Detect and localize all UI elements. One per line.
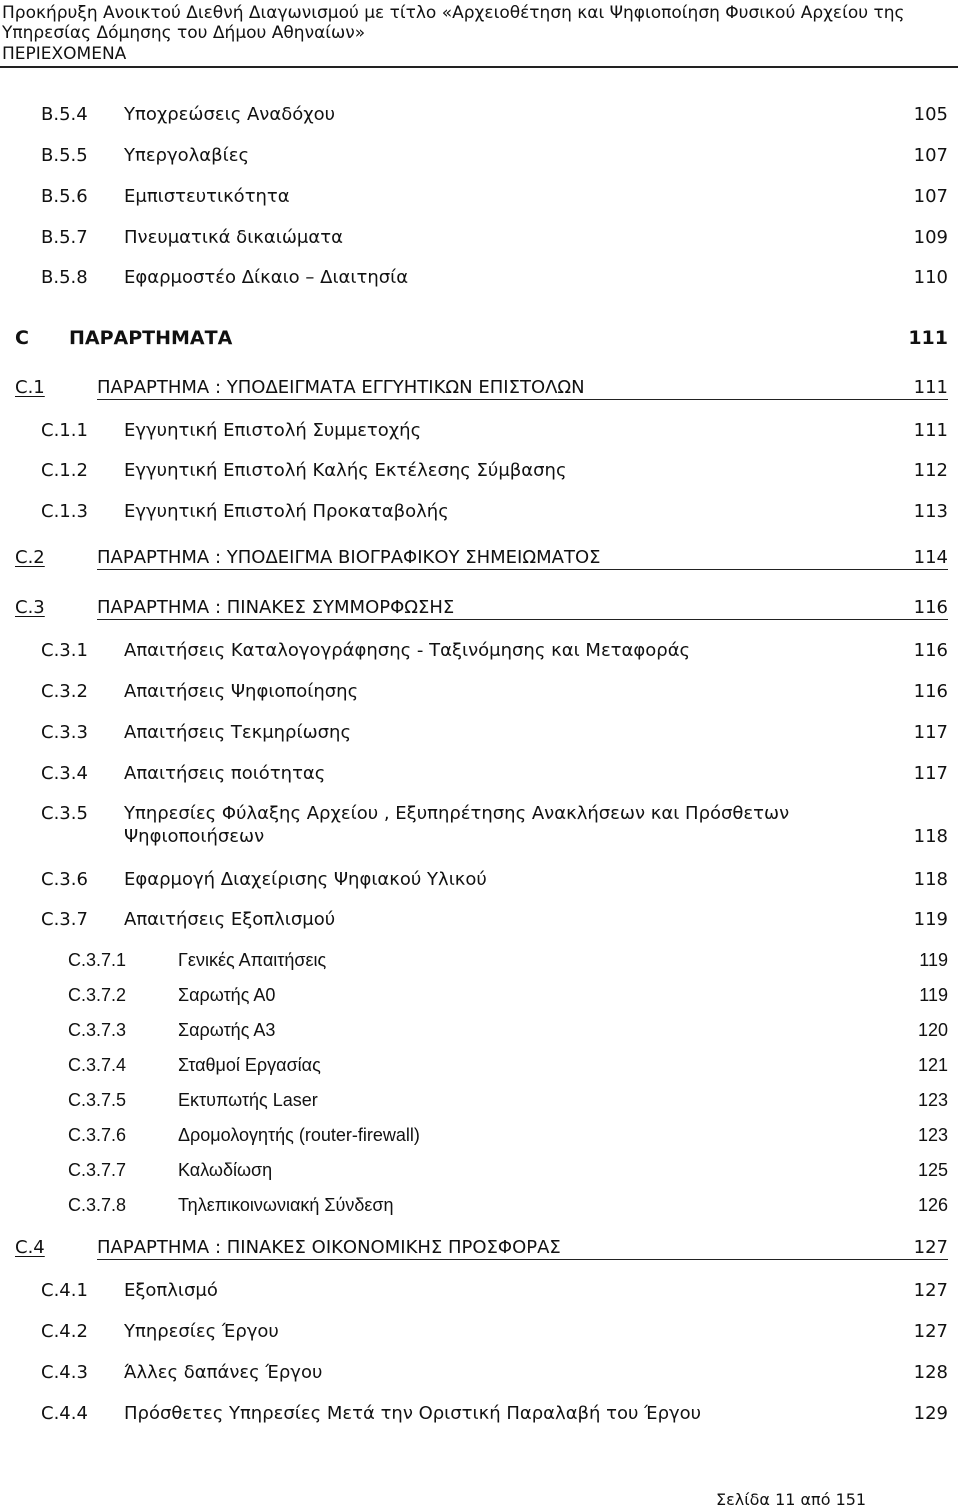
toc-entry-page: 120 <box>917 1020 948 1040</box>
toc-entry-page: 123 <box>917 1125 948 1145</box>
toc-entry-number: C.3.7 <box>41 909 88 930</box>
toc-entry[interactable] <box>0 145 960 169</box>
toc-entry-page: 117 <box>913 763 948 784</box>
toc-entry-title: Υπηρεσίες Έργου <box>124 1321 279 1342</box>
toc-entry-underline <box>97 619 948 620</box>
toc-entry-title: Απαιτήσεις Ψηφιοποίησης <box>124 681 359 702</box>
toc-entry-number: C.1.1 <box>41 420 88 441</box>
toc-entry-number: B.5.6 <box>41 186 88 207</box>
toc-entry-number: C.3.7.1 <box>68 950 127 970</box>
toc-entry-number: C.1.3 <box>41 501 88 522</box>
toc-entry-number: C.3.3 <box>41 722 88 743</box>
toc-entry-title: Καλωδίωση <box>178 1160 273 1180</box>
toc-entry-title: Απαιτήσεις ποιότητας <box>124 763 326 784</box>
toc-entry[interactable] <box>0 267 960 291</box>
toc-entry-page: 105 <box>913 104 948 125</box>
toc-entry-page: 111 <box>913 377 948 398</box>
toc-entry-number: C.3.7.5 <box>68 1090 127 1110</box>
toc-entry-title: Εφαρμογή Διαχείρισης Ψηφιακού Υλικού <box>124 869 487 890</box>
toc-entry-page: 119 <box>919 950 948 970</box>
toc-entry-title: Απαιτήσεις Εξοπλισμού <box>124 909 336 930</box>
toc-entry-page: 125 <box>917 1160 948 1180</box>
toc-entry-page: 119 <box>919 985 948 1005</box>
toc-entry-page: 118 <box>913 826 948 847</box>
document-title-line-1: Προκήρυξη Ανοικτού Διεθνή Διαγωνισμού με τίτλο «Αρχειοθέτηση και Ψηφιοποίηση Φυσικού Αρχείου της <box>2 3 905 23</box>
toc-entry-title: Πνευματικά δικαιώματα <box>124 227 343 248</box>
toc-entry-number: C.4.2 <box>41 1321 88 1342</box>
toc-entry[interactable] <box>0 1020 960 1044</box>
toc-entry[interactable] <box>0 227 960 251</box>
toc-entry[interactable] <box>0 104 960 128</box>
toc-entry-page: 118 <box>913 869 948 890</box>
toc-entry-number: C.3.7.8 <box>68 1195 127 1215</box>
toc-entry-page: 126 <box>917 1195 948 1215</box>
toc-entry-title: Απαιτήσεις Τεκμηρίωσης <box>124 722 352 743</box>
toc-entry[interactable] <box>0 501 960 525</box>
toc-entry-page: 111 <box>913 420 948 441</box>
toc-entry[interactable] <box>0 909 960 933</box>
toc-entry-number: C.3.7.6 <box>68 1125 127 1145</box>
toc-entry-number: C.4 <box>15 1237 45 1258</box>
toc-entry[interactable] <box>0 1237 960 1261</box>
toc-entry[interactable] <box>0 985 960 1009</box>
toc-entry[interactable] <box>0 377 960 401</box>
toc-entry-page: 107 <box>913 186 948 207</box>
toc-entry-title: Γενικές Απαιτήσεις <box>178 950 327 970</box>
toc-entry-page: 114 <box>913 547 948 568</box>
toc-entry-page: 112 <box>913 460 948 481</box>
toc-entry[interactable] <box>0 327 960 351</box>
toc-entry-number: C.3.4 <box>41 763 88 784</box>
toc-entry-number: C.4.4 <box>41 1403 88 1424</box>
toc-entry-number: C.1.2 <box>41 460 88 481</box>
toc-entry[interactable] <box>0 803 960 849</box>
toc-entry[interactable] <box>0 420 960 444</box>
toc-entry[interactable] <box>0 1055 960 1079</box>
toc-entry-page: 116 <box>913 597 948 618</box>
toc-entry[interactable] <box>0 1195 960 1219</box>
toc-entry-number: C.2 <box>15 547 45 568</box>
toc-entry[interactable] <box>0 1403 960 1427</box>
toc-entry-number: C.4.3 <box>41 1362 88 1383</box>
toc-entry-number: B.5.7 <box>41 227 88 248</box>
toc-entry[interactable] <box>0 763 960 787</box>
toc-entry-title: Υποχρεώσεις Αναδόχου <box>124 104 336 125</box>
toc-entry-title-continuation: Ψηφιοποιήσεων <box>124 826 265 847</box>
toc-entry[interactable] <box>0 722 960 746</box>
toc-entry-title: Εγγυητική Επιστολή Καλής Εκτέλεσης Σύμβασης <box>124 460 567 481</box>
toc-entry-number: C.3.7.3 <box>68 1020 127 1040</box>
toc-entry-title: Εφαρμοστέο Δίκαιο – Διαιτησία <box>124 267 409 288</box>
toc-entry[interactable] <box>0 950 960 974</box>
toc-entry-number: C.3.7.7 <box>68 1160 127 1180</box>
toc-entry-title: ΠΑΡΑΡΤΗΜΑ : ΥΠΟΔΕΙΓΜΑ ΒΙΟΓΡΑΦΙΚΟΥ ΣΗΜΕΙΩΜΑΤΟΣ <box>97 547 601 568</box>
toc-entry-title: ΠΑΡΑΡΤΗΜΑ : ΠΙΝΑΚΕΣ ΣΥΜΜΟΡΦΩΣΗΣ <box>97 597 455 618</box>
toc-entry[interactable] <box>0 681 960 705</box>
toc-entry[interactable] <box>0 1090 960 1114</box>
toc-entry[interactable] <box>0 640 960 664</box>
toc-entry-title: Εγγυητική Επιστολή Προκαταβολής <box>124 501 449 522</box>
toc-entry-number: C.3.7.2 <box>68 985 127 1005</box>
toc-entry-title: ΠΑΡΑΡΤΗΜΑ : ΠΙΝΑΚΕΣ ΟΙΚΟΝΟΜΙΚΗΣ ΠΡΟΣΦΟΡΑΣ <box>97 1237 561 1258</box>
toc-entry-title: Πρόσθετες Υπηρεσίες Μετά την Οριστική Παραλαβή του Έργου <box>124 1403 702 1424</box>
toc-entry-title: Απαιτήσεις Καταλογογράφησης - Ταξινόμησης και Μεταφοράς <box>124 640 691 661</box>
toc-entry-number: C.3.2 <box>41 681 88 702</box>
toc-entry-page: 117 <box>913 722 948 743</box>
toc-entry[interactable] <box>0 1362 960 1386</box>
toc-entry-title: Υπεργολαβίες <box>124 145 250 166</box>
toc-entry-title: Σαρωτής Α3 <box>178 1020 276 1040</box>
toc-entry-page: 127 <box>913 1321 948 1342</box>
toc-entry-underline <box>97 1259 948 1260</box>
toc-entry-underline <box>97 399 948 400</box>
toc-entry[interactable] <box>0 186 960 210</box>
page-number-footer: Σελίδα 11 από 151 <box>716 1490 867 1509</box>
toc-entry-number: B.5.4 <box>41 104 88 125</box>
toc-entry[interactable] <box>0 547 960 571</box>
toc-entry-title: Εξοπλισμό <box>124 1280 218 1301</box>
toc-entry-number: C <box>15 327 29 349</box>
toc-entry-page: 111 <box>908 327 948 349</box>
toc-entry[interactable] <box>0 597 960 621</box>
toc-entry-title: Άλλες δαπάνες Έργου <box>124 1362 323 1383</box>
toc-entry-title: ΠΑΡΑΡΤΗΜΑΤΑ <box>69 327 233 349</box>
toc-entry-title: Εκτυπωτής Laser <box>178 1090 318 1110</box>
toc-entry-number: C.3.5 <box>41 803 88 824</box>
toc-entry-number: C.3 <box>15 597 45 618</box>
toc-entry-title: ΠΑΡΑΡΤΗΜΑ : ΥΠΟΔΕΙΓΜΑΤΑ ΕΓΓΥΗΤΙΚΩΝ ΕΠΙΣΤΟΛΩΝ <box>97 377 585 398</box>
toc-entry-page: 119 <box>913 909 948 930</box>
toc-entry-number: C.4.1 <box>41 1280 88 1301</box>
toc-entry-page: 116 <box>913 640 948 661</box>
toc-entry-page: 121 <box>917 1055 948 1075</box>
toc-entry-page: 123 <box>917 1090 948 1110</box>
toc-entry-underline <box>97 569 948 570</box>
toc-entry[interactable] <box>0 1125 960 1149</box>
toc-entry-page: 109 <box>913 227 948 248</box>
toc-entry-title: Τηλεπικοινωνιακή Σύνδεση <box>178 1195 394 1215</box>
toc-entry-page: 127 <box>913 1280 948 1301</box>
toc-entry-page: 116 <box>913 681 948 702</box>
toc-entry[interactable] <box>0 1280 960 1304</box>
toc-entry-page: 127 <box>913 1237 948 1258</box>
toc-entry-title: Υπηρεσίες Φύλαξης Αρχείου , Εξυπηρέτησης Ανακλήσεων και Πρόσθετων <box>124 803 790 824</box>
toc-entry[interactable] <box>0 869 960 893</box>
toc-entry-page: 129 <box>913 1403 948 1424</box>
toc-entry-page: 110 <box>913 267 948 288</box>
document-title-line-2: Υπηρεσίας Δόμησης του Δήμου Αθηναίων» <box>2 23 366 43</box>
toc-entry-page: 128 <box>913 1362 948 1383</box>
toc-entry-title: Εγγυητική Επιστολή Συμμετοχής <box>124 420 422 441</box>
toc-entry-title: Εμπιστευτικότητα <box>124 186 290 207</box>
toc-entry-number: C.3.7.4 <box>68 1055 127 1075</box>
toc-entry[interactable] <box>0 1160 960 1184</box>
toc-entry-number: C.1 <box>15 377 45 398</box>
toc-entry-number: B.5.5 <box>41 145 88 166</box>
toc-entry-title: Δρομολογητής (router-firewall) <box>178 1125 420 1145</box>
toc-entry-title: Σαρωτής Α0 <box>178 985 276 1005</box>
toc-entry-page: 113 <box>913 501 948 522</box>
toc-entry-number: C.3.1 <box>41 640 88 661</box>
section-label: ΠΕΡΙΕΧΟΜΕΝΑ <box>2 44 127 64</box>
toc-entry[interactable] <box>0 460 960 484</box>
toc-entry-number: B.5.8 <box>41 267 88 288</box>
toc-entry-page: 107 <box>913 145 948 166</box>
toc-entry-number: C.3.6 <box>41 869 88 890</box>
toc-entry-title: Σταθμοί Εργασίας <box>178 1055 321 1075</box>
toc-entry[interactable] <box>0 1321 960 1345</box>
